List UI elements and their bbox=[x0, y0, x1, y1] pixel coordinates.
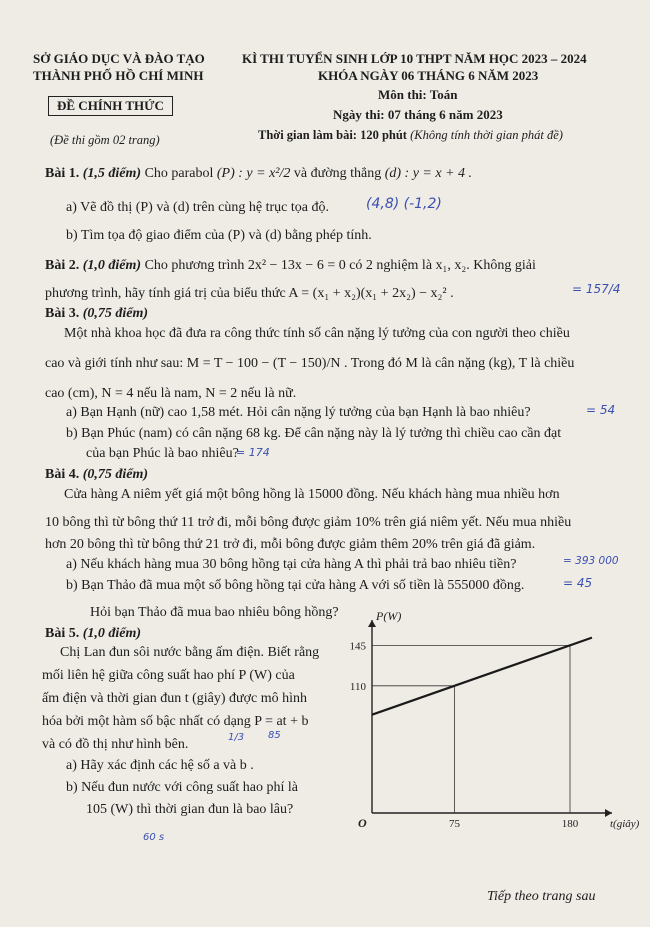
bai1-b: b) Tìm tọa độ giao điểm của (P) và (d) bằng phép tính. bbox=[66, 228, 372, 243]
bai5-a: a) Hãy xác định các hệ số a và b . bbox=[66, 758, 254, 773]
bai1-parabol: (P) : y = x²/2 bbox=[216, 166, 291, 181]
bai5-line-3: ấm điện và thời gian đun t (giây) được mô hình bbox=[42, 691, 308, 706]
y-tick-label-145: 145 bbox=[349, 640, 366, 653]
x-tick-label-180: 180 bbox=[561, 818, 579, 830]
bai2-handwritten-note: = 157/4 bbox=[572, 282, 621, 296]
bai5-b-2: 105 (W) thì thời gian đun là bao lâu? bbox=[86, 802, 294, 817]
bai3-b-2: của bạn Phúc là bao nhiêu? bbox=[86, 446, 239, 461]
bai3-line-1: Một nhà khoa học đã đưa ra công thức tính số cân nặng lý tưởng của con người theo chiều bbox=[64, 326, 570, 341]
bai1-a: a) Vẽ đồ thị (P) và (d) trên cùng hệ trục tọa độ. bbox=[66, 200, 329, 215]
origin-label: O bbox=[358, 816, 367, 830]
y-axis-arrow bbox=[368, 620, 376, 627]
bai5-handwritten-note-b: 60 s bbox=[143, 832, 165, 843]
bai3-a: a) Bạn Hạnh (nữ) cao 1,58 mét. Hỏi cân nặng lý tưởng của bạn Hạnh là bao nhiêu? bbox=[66, 405, 531, 420]
bai3-heading bbox=[45, 306, 148, 322]
exam-subject: Môn thi: Toán bbox=[378, 87, 458, 102]
bai2-text-1: Cho phương trình 2x² − 13x − 6 = 0 có 2 nghiệm là x₁, x₂. Không giải bbox=[144, 258, 536, 273]
x-axis-arrow bbox=[605, 809, 612, 817]
bai5-b-1: b) Nếu đun nước với công suất hao phí là bbox=[66, 780, 298, 795]
bai5-heading bbox=[45, 626, 141, 642]
bai1-handwritten-note: (4,8) (-1,2) bbox=[366, 196, 442, 212]
bai1-label: Bài 1. bbox=[45, 166, 80, 181]
bai4-handwritten-note-b: = 45 bbox=[563, 576, 593, 590]
bai1-stem bbox=[45, 166, 472, 182]
bai5-line-1: Chị Lan đun sôi nước bằng ấm điện. Biết rằng bbox=[60, 645, 320, 660]
bai2-label: Bài 2. bbox=[45, 258, 80, 273]
department-line-1: SỞ GIÁO DỤC VÀ ĐÀO TẠO bbox=[33, 51, 205, 66]
department-line-2: THÀNH PHỐ HỒ CHÍ MINH bbox=[33, 68, 204, 83]
bai4-label: Bài 4. bbox=[45, 467, 80, 482]
bai5-handwritten-note-a2: 85 bbox=[268, 730, 281, 741]
bai4-b-1: b) Bạn Thảo đã mua một số bông hồng tại cửa hàng A với số tiền là 555000 đồng. bbox=[66, 578, 525, 593]
bai1-stem-b: và đường thẳng bbox=[293, 166, 382, 181]
bai4-handwritten-note-a: = 393 000 bbox=[563, 555, 619, 567]
bai1-points: (1,5 điểm) bbox=[82, 166, 142, 181]
bai4-a: a) Nếu khách hàng mua 30 bông hồng tại cửa hàng A thì phải trả bao nhiêu tiền? bbox=[66, 557, 517, 572]
bai4-line-1: Cửa hàng A niêm yết giá một bông hồng là 15000 đồng. Nếu khách hàng mua nhiều hơn bbox=[64, 487, 560, 502]
bai3-handwritten-note-a: = 54 bbox=[586, 403, 616, 417]
next-page-note: Tiếp theo trang sau bbox=[487, 889, 596, 904]
bai5-line-4: hóa bởi một hàm số bậc nhất có dạng P = at + b bbox=[42, 714, 309, 729]
official-label: ĐỀ CHÍNH THỨC bbox=[48, 96, 173, 116]
pages-note: (Đề thi gồm 02 trang) bbox=[50, 133, 160, 147]
bai3-line-2: cao và giới tính như sau: M = T − 100 − (T − 150)/N . Trong đó M là cân nặng (kg), T là chiều bbox=[45, 356, 575, 371]
bai4-points: (0,75 điểm) bbox=[82, 467, 149, 482]
series-line bbox=[372, 638, 592, 715]
bai4-line-3: hơn 20 bông thì từ bông thứ 21 trở đi, mỗi bông được giảm thêm 20% trên giá đã giảm. bbox=[45, 537, 536, 552]
bai4-line-2: 10 bông thì từ bông thứ 11 trở đi, mỗi bông được giảm 10% trên giá niêm yết. Nếu mua nhiều bbox=[45, 515, 572, 530]
y-tick-label-110: 110 bbox=[349, 680, 366, 693]
exam-date: Ngày thi: 07 tháng 6 năm 2023 bbox=[333, 107, 503, 122]
bai3-handwritten-note-b: = 174 bbox=[236, 446, 270, 459]
bai5-line-5: và có đồ thị như hình bên. bbox=[42, 737, 189, 752]
power-time-chart bbox=[330, 609, 640, 840]
bai5-label: Bài 5. bbox=[45, 626, 80, 641]
x-axis-label: t(giây) bbox=[610, 818, 640, 830]
bai3-b-1: b) Bạn Phúc (nam) có cân nặng 68 kg. Để cân nặng này là lý tưởng thì chiều cao cần đạt bbox=[66, 426, 562, 441]
exam-duration: Thời gian làm bài: 120 phút bbox=[258, 128, 407, 142]
bai2-line-2: phương trình, hãy tính giá trị của biểu thức A = (x₁ + x₂)(x₁ + 2x₂) − x₂² . bbox=[45, 286, 454, 301]
bai3-label: Bài 3. bbox=[45, 306, 80, 321]
exam-duration-line bbox=[258, 128, 563, 143]
bai1-stem-a: Cho parabol bbox=[144, 166, 214, 181]
bai5-points: (1,0 điểm) bbox=[82, 626, 142, 641]
bai5-handwritten-note-a1: 1/3 bbox=[228, 732, 245, 743]
exam-session: KHÓA NGÀY 06 THÁNG 6 NĂM 2023 bbox=[318, 68, 539, 83]
bai2-points: (1,0 điểm) bbox=[82, 258, 142, 273]
exam-title: KÌ THI TUYỂN SINH LỚP 10 THPT NĂM HỌC 2023 – 2024 bbox=[242, 51, 587, 66]
bai3-line-3: cao (cm), N = 4 nếu là nam, N = 2 nếu là nữ. bbox=[45, 386, 297, 401]
bai4-heading bbox=[45, 467, 148, 483]
bai4-b-2: Hỏi bạn Thảo đã mua bao nhiêu bông hồng? bbox=[90, 605, 339, 620]
bai1-line: (d) : y = x + 4 . bbox=[384, 166, 473, 181]
y-axis-label: P(W) bbox=[376, 609, 402, 623]
exam-duration-note: (Không tính thời gian phát đề) bbox=[410, 128, 563, 142]
bai2-line-1 bbox=[45, 258, 536, 274]
bai5-line-2: mối liên hệ giữa công suất hao phí P (W) của bbox=[42, 668, 295, 683]
x-tick-label-75: 75 bbox=[449, 818, 460, 830]
bai3-points: (0,75 điểm) bbox=[82, 306, 149, 321]
